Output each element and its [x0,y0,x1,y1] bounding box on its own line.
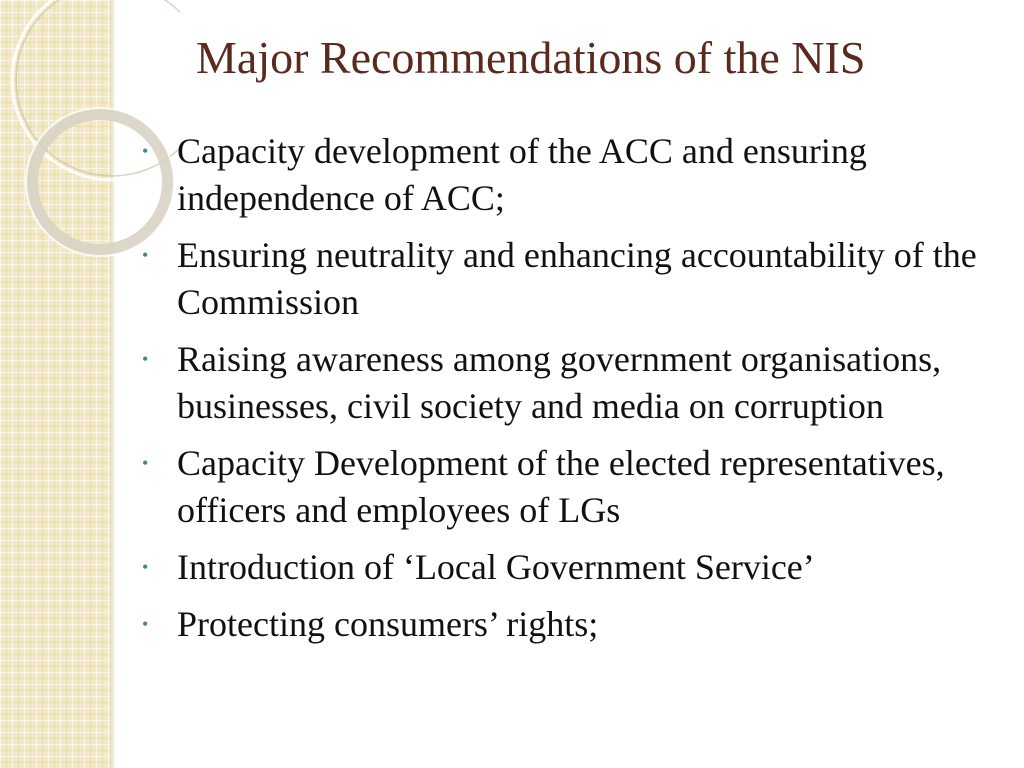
bullet-list [140,128,990,658]
bullet-text: Introduction of ‘Local Government Service’ [177,547,815,587]
bullet-item [140,440,990,534]
bullet-item [140,128,990,222]
bullet-item [140,336,990,430]
bullet-text: Ensuring neutrality and enhancing accountability of the Commission [177,235,977,322]
bullet-icon: • [142,557,149,577]
bullet-text: Raising awareness among government organisations, businesses, civil society and media on corruption [177,339,942,426]
bullet-text: Capacity Development of the elected representatives, officers and employees of LGs [177,443,945,530]
bullet-icon: • [142,349,149,369]
bullet-item [140,601,990,648]
bullet-text: Capacity development of the ACC and ensuring independence of ACC; [177,131,867,218]
bullet-text: Protecting consumers’ rights; [177,604,599,644]
bullet-icon: • [142,614,149,634]
bullet-icon: • [142,245,149,265]
bullet-icon: • [142,141,149,161]
bullet-icon: • [142,453,149,473]
slide-title: Major Recommendations of the NIS [196,32,866,83]
bullet-item [140,232,990,326]
bullet-item [140,544,990,591]
